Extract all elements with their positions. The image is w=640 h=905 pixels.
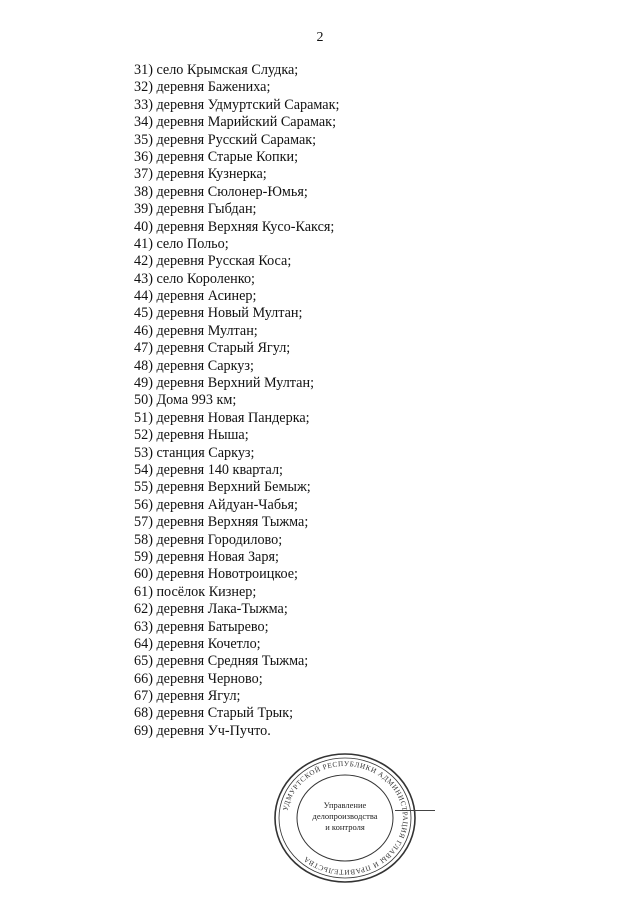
list-item: 65) деревня Средняя Тыжма; (134, 653, 309, 670)
list-item: 60) деревня Новотроицкое; (134, 566, 299, 583)
list-item: 52) деревня Ныша; (134, 427, 249, 444)
list-item: 57) деревня Верхняя Тыжма; (134, 514, 309, 531)
list-item: 44) деревня Асинер; (134, 288, 257, 305)
settlement-list (134, 62, 339, 740)
list-item: 37) деревня Кузнерка; (134, 166, 267, 183)
page-number: 2 (316, 30, 324, 45)
stamp-ring-text: УДМУРТСКОЙ РЕСПУБЛИКИ АДМИНИСТРАЦИЯ ГЛАВЫ И ПРАВИТЕЛЬСТВА (281, 759, 410, 877)
list-item: 40) деревня Верхняя Кусо-Какся; (134, 218, 335, 235)
stamp-center-line-2: делопроизводства (312, 811, 378, 821)
list-item: 54) деревня 140 квартал; (134, 461, 283, 478)
list-item: 31) село Крымская Слудка; (134, 62, 299, 78)
list-item: 64) деревня Кочетло; (134, 635, 261, 652)
list-item: 61) посёлок Кизнер; (134, 583, 257, 600)
list-item: 49) деревня Верхний Мултан; (134, 375, 315, 392)
list-item: 36) деревня Старые Копки; (134, 148, 299, 165)
list-item: 63) деревня Батырево; (134, 618, 269, 635)
list-item: 51) деревня Новая Пандерка; (134, 409, 310, 426)
list-item: 46) деревня Мултан; (134, 322, 258, 339)
list-item: 32) деревня Бажениха; (134, 79, 271, 96)
stamp-signature-line (395, 810, 435, 811)
list-item: 34) деревня Марийский Сарамак; (134, 114, 337, 131)
list-item: 62) деревня Лака-Тыжма; (134, 601, 288, 618)
list-item: 58) деревня Городилово; (134, 531, 283, 548)
list-item: 56) деревня Айдуан-Чабья; (134, 496, 298, 513)
stamp-center-line-3: и контроля (325, 822, 365, 832)
list-item: 69) деревня Уч-Пучто. (134, 722, 271, 739)
list-item: 68) деревня Старый Трык; (134, 705, 294, 722)
list-item: 47) деревня Старый Ягул; (134, 340, 291, 357)
list-item: 45) деревня Новый Мултан; (134, 305, 303, 322)
list-item: 41) село Польо; (134, 235, 229, 252)
list-item: 43) село Короленко; (134, 270, 255, 287)
stamp-center-line-1: Управление (323, 800, 367, 810)
list-item: 66) деревня Черново; (134, 670, 263, 687)
list-item: 39) деревня Гыбдан; (134, 201, 257, 218)
official-stamp (270, 750, 420, 886)
list-item: 33) деревня Удмуртский Сарамак; (134, 96, 340, 113)
list-item: 53) станция Саркуз; (134, 444, 255, 461)
list-item: 42) деревня Русская Коса; (134, 253, 292, 270)
list-item: 55) деревня Верхний Бемыж; (134, 479, 311, 496)
list-item: 50) Дома 993 км; (134, 392, 237, 409)
list-item: 67) деревня Ягул; (134, 688, 241, 705)
list-item: 38) деревня Сюлонер-Юмья; (134, 183, 308, 200)
list-item: 35) деревня Русский Сарамак; (134, 131, 317, 148)
list-item: 48) деревня Саркуз; (134, 357, 254, 374)
list-item: 59) деревня Новая Заря; (134, 548, 279, 565)
